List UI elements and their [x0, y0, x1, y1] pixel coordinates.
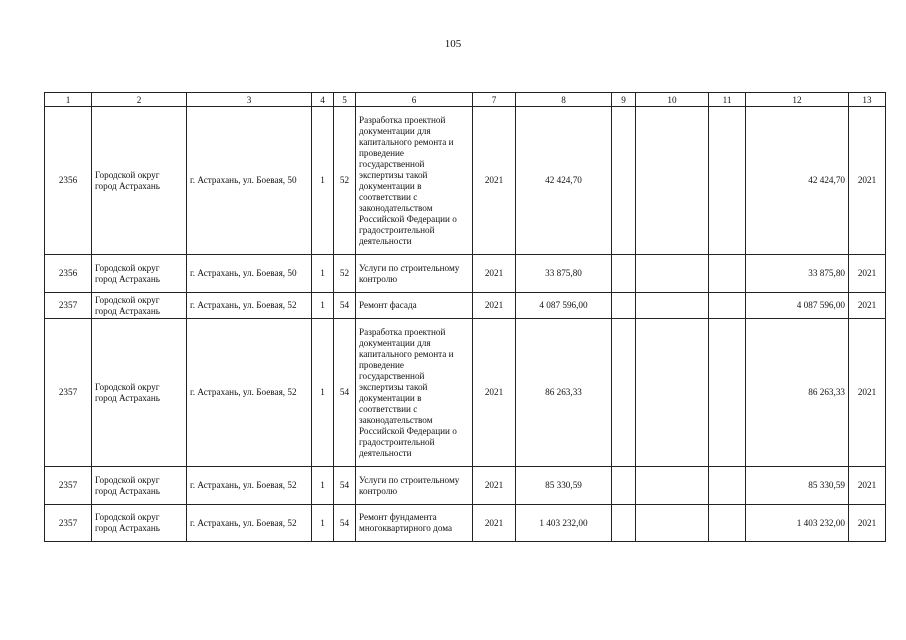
column-10-cell [636, 467, 709, 505]
column-5-cell: 54 [334, 293, 356, 319]
column-4-cell: 1 [312, 107, 334, 255]
record-number-cell: 2356 [45, 107, 92, 255]
address-cell: г. Астрахань, ул. Боевая, 52 [187, 467, 312, 505]
column-header: 3 [187, 93, 312, 107]
capital-repair-table [44, 92, 886, 542]
total-cost-cell: 33 875,80 [516, 255, 612, 293]
column-9-cell [612, 255, 636, 293]
table-row [45, 293, 886, 319]
column-5-cell: 54 [334, 467, 356, 505]
column-header: 8 [516, 93, 612, 107]
table-row [45, 255, 886, 293]
table-row [45, 505, 886, 542]
municipality-cell: Городской округ город Астрахань [92, 505, 187, 542]
table-row [45, 467, 886, 505]
column-5-cell: 54 [334, 319, 356, 467]
column-header: 9 [612, 93, 636, 107]
year-cell: 2021 [473, 107, 516, 255]
record-number-cell: 2356 [45, 255, 92, 293]
column-4-cell: 1 [312, 293, 334, 319]
column-9-cell [612, 505, 636, 542]
column-header: 5 [334, 93, 356, 107]
column-10-cell [636, 107, 709, 255]
column-9-cell [612, 107, 636, 255]
column-9-cell [612, 467, 636, 505]
record-number-cell: 2357 [45, 319, 92, 467]
column-11-cell [709, 107, 746, 255]
year-cell: 2021 [473, 255, 516, 293]
table-row [45, 107, 886, 255]
column-11-cell [709, 293, 746, 319]
total-cost-cell: 4 087 596,00 [516, 293, 612, 319]
funding-cell: 42 424,70 [746, 107, 849, 255]
column-header: 1 [45, 93, 92, 107]
completion-year-cell: 2021 [849, 467, 886, 505]
funding-cell: 4 087 596,00 [746, 293, 849, 319]
completion-year-cell: 2021 [849, 505, 886, 542]
municipality-cell: Городской округ город Астрахань [92, 467, 187, 505]
municipality-cell: Городской округ город Астрахань [92, 293, 187, 319]
column-4-cell: 1 [312, 467, 334, 505]
column-header: 11 [709, 93, 746, 107]
column-4-cell: 1 [312, 255, 334, 293]
table-row [45, 319, 886, 467]
column-9-cell [612, 293, 636, 319]
municipality-cell: Городской округ город Астрахань [92, 107, 187, 255]
column-number-header-row [45, 93, 886, 107]
column-11-cell [709, 319, 746, 467]
column-5-cell: 54 [334, 505, 356, 542]
page-number: 105 [444, 38, 462, 50]
column-11-cell [709, 505, 746, 542]
address-cell: г. Астрахань, ул. Боевая, 52 [187, 319, 312, 467]
column-11-cell [709, 467, 746, 505]
work-type-cell: Разработка проектной документации для капитального ремонта и проведение государственной экспертизы такой документации в соответствии с законодательством Российской Федерации о градостроительной деятельности [356, 319, 473, 467]
work-type-cell: Ремонт фасада [356, 293, 473, 319]
column-header: 12 [746, 93, 849, 107]
record-number-cell: 2357 [45, 293, 92, 319]
funding-cell: 1 403 232,00 [746, 505, 849, 542]
column-5-cell: 52 [334, 255, 356, 293]
column-4-cell: 1 [312, 319, 334, 467]
work-type-cell: Ремонт фундамента многоквартирного дома [356, 505, 473, 542]
total-cost-cell: 1 403 232,00 [516, 505, 612, 542]
column-header: 2 [92, 93, 187, 107]
work-type-cell: Услуги по строительному контролю [356, 467, 473, 505]
total-cost-cell: 86 263,33 [516, 319, 612, 467]
record-number-cell: 2357 [45, 467, 92, 505]
column-header: 4 [312, 93, 334, 107]
address-cell: г. Астрахань, ул. Боевая, 52 [187, 505, 312, 542]
column-10-cell [636, 255, 709, 293]
column-10-cell [636, 505, 709, 542]
year-cell: 2021 [473, 319, 516, 467]
total-cost-cell: 85 330,59 [516, 467, 612, 505]
total-cost-cell: 42 424,70 [516, 107, 612, 255]
address-cell: г. Астрахань, ул. Боевая, 50 [187, 107, 312, 255]
column-10-cell [636, 293, 709, 319]
completion-year-cell: 2021 [849, 319, 886, 467]
column-header: 7 [473, 93, 516, 107]
column-11-cell [709, 255, 746, 293]
column-5-cell: 52 [334, 107, 356, 255]
address-cell: г. Астрахань, ул. Боевая, 50 [187, 255, 312, 293]
year-cell: 2021 [473, 293, 516, 319]
column-10-cell [636, 319, 709, 467]
funding-cell: 86 263,33 [746, 319, 849, 467]
funding-cell: 33 875,80 [746, 255, 849, 293]
column-9-cell [612, 319, 636, 467]
column-header: 13 [849, 93, 886, 107]
year-cell: 2021 [473, 505, 516, 542]
year-cell: 2021 [473, 467, 516, 505]
work-type-cell: Разработка проектной документации для капитального ремонта и проведение государственной экспертизы такой документации в соответствии с законодательством Российской Федерации о градостроительной деятельности [356, 107, 473, 255]
address-cell: г. Астрахань, ул. Боевая, 52 [187, 293, 312, 319]
work-type-cell: Услуги по строительному контролю [356, 255, 473, 293]
completion-year-cell: 2021 [849, 255, 886, 293]
column-header: 6 [356, 93, 473, 107]
column-4-cell: 1 [312, 505, 334, 542]
municipality-cell: Городской округ город Астрахань [92, 319, 187, 467]
completion-year-cell: 2021 [849, 107, 886, 255]
record-number-cell: 2357 [45, 505, 92, 542]
municipality-cell: Городской округ город Астрахань [92, 255, 187, 293]
column-header: 10 [636, 93, 709, 107]
funding-cell: 85 330,59 [746, 467, 849, 505]
completion-year-cell: 2021 [849, 293, 886, 319]
